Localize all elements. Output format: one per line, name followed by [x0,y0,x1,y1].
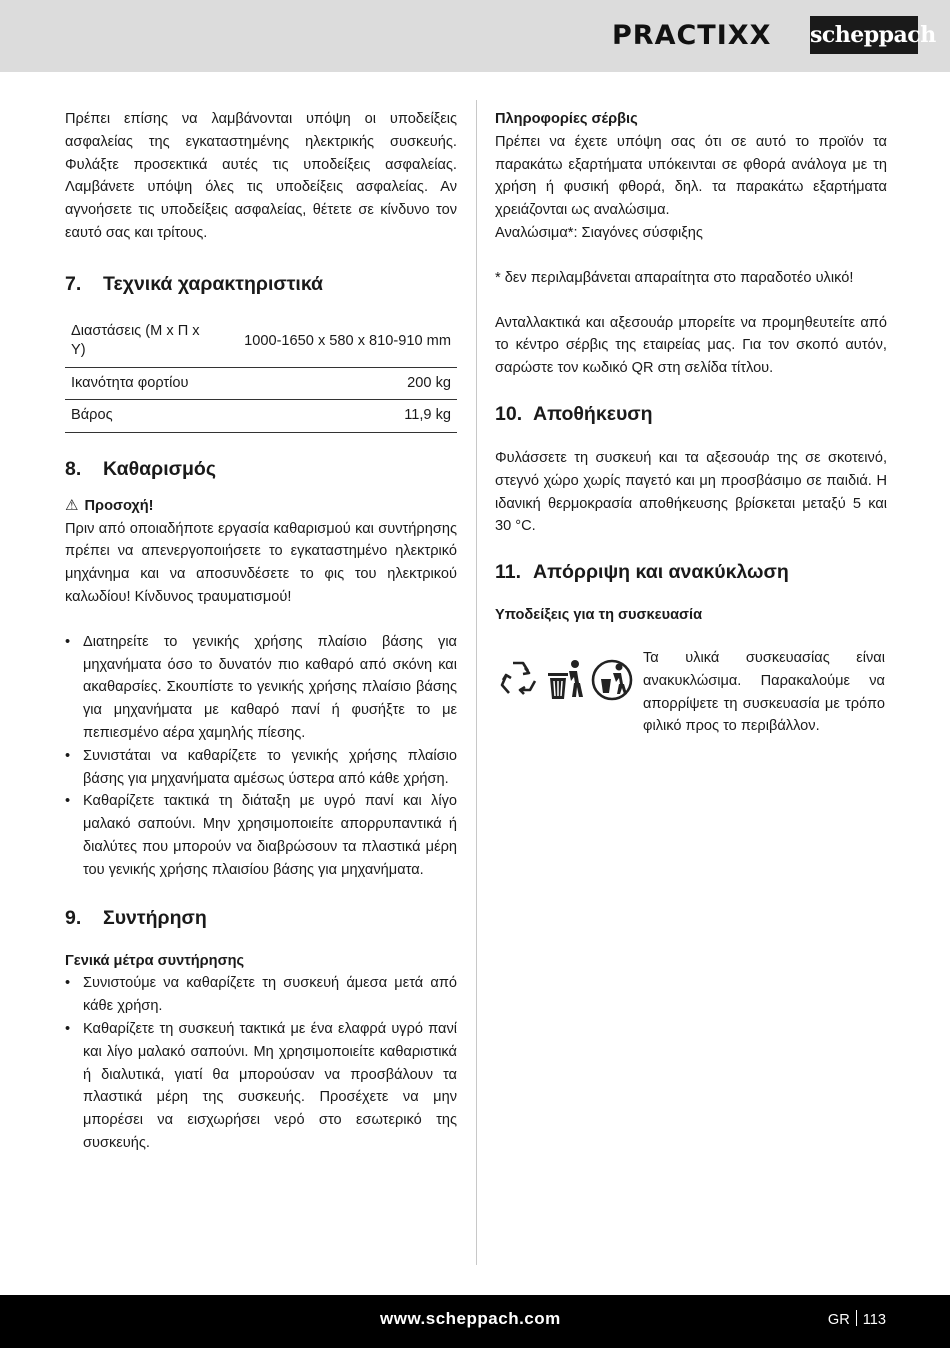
maintenance-list [65,972,457,1154]
maintenance-subheading: Γενικά μέτρα συντήρησης [65,952,245,969]
trash-bin-icon [545,657,585,703]
consumables-text: Αναλώσιμα*: Σιαγόνες σύσφιξης [495,224,703,241]
list-item: • Διατηρείτε το γενικής χρήσης πλαίσιο βάσης για μηχανήματα όσο το δυνατόν πιο καθαρό από σκόνη και ακαθαρσίες. Σκουπίστε το γενικής χρήσης πλαίσιο βάσης για μηχανήματα με καθαρό πανί ή φυσήξτε το με πεπιεσμένο αέρα χαμηλής πίεσης. [65,631,457,745]
packaging-text: Τα υλικά συσκευασίας είναι ανακυκλώσιμα. Παρακαλούμε να απορρίψετε τη συσκευασία με τρόπο φιλικό προς το περιβάλλον. [643,649,885,735]
section-title: Αποθήκευση [533,402,653,425]
section-9-heading [65,906,457,930]
packaging-subheading: Υποδείξεις για τη συσκευασία [495,607,703,624]
section-number: 8. [65,457,82,480]
spares-text: Ανταλλακτικά και αξεσουάρ μπορείτε να προμηθευτείτε από το κέντρο σέρβις της εταιρείας μας. Για τον σκοπό αυτόν, σαρώστε τον κωδικό QR στη σελίδα τίτλου. [495,314,887,377]
warning-heading [65,495,457,518]
section-7-heading [65,272,457,296]
warning-triangle-icon: ⚠ [65,496,79,514]
table-row [65,400,457,433]
spec-label: Ικανότητα φορτίου [71,374,189,391]
practixx-logo: PRACTIXX [612,20,772,51]
section-number: 9. [65,906,82,929]
section-number: 10. [495,402,523,425]
list-item: • Συνιστάται να καθαρίζετε το γενικής χρήσης πλαίσιο βάσης για μηχανήματα αμέσως ύστερα από κάθε χρήση. [65,745,457,791]
intro-paragraph: Πρέπει επίσης να λαμβάνονται υπόψη οι υποδείξεις ασφαλείας της εγκαταστημένης ηλεκτρικής συσκευής. Φυλάξτε προσεκτικά αυτές τις υποδείξεις ασφαλείας. Λαμβάνετε υπόψη όλες τις υποδείξεις ασφαλείας. Αν αγνοήσετε τις υποδείξεις ασφαλείας, θέτετε σε κίνδυνο τον εαυτό σας και τρίτους. [65,111,457,241]
list-item: • Καθαρίζετε τακτικά τη διάταξη με υγρό πανί και λίγο μαλακό σαπούνι. Μην χρησιμοποιείτε απορρυπαντικά ή διαλύτες που μπορούν να διαβρώσουν τα πλαστικά μέρη του γενικής χρήσης πλαισίου βάσης για μηχανήματα. [65,790,457,881]
storage-text: Φυλάσσετε τη συσκευή και τα αξεσουάρ της σε σκοτεινό, στεγνό χώρο χωρίς παγετό και μη προσβάσιμο σε παιδιά. Η ιδανική θερμοκρασία αποθήκευσης βρίσκεται μεταξύ 5 και 30 °C. [495,449,887,535]
page-footer [0,1295,950,1348]
table-row [65,316,457,368]
section-title: Απόρριψη και ανακύκλωση [533,561,789,584]
footnote-text: * δεν περιλαμβάνεται απαραίτητα στο παραδοτέο υλικό! [495,269,854,286]
packaging-block [495,647,887,738]
page-indicator [828,1310,886,1328]
list-item: • Καθαρίζετε τη συσκευή τακτικά με ένα ελαφρά υγρό πανί και λίγο μαλακό σαπούνι. Μη χρησιμοποιείτε καθαριστικά ή διαλυτικά, γιατί θα μπορούσαν να προσβάλουν τα πλαστικά μέρη της συσκευής. Προσέχετε να μην μπορέσει να εισχωρήσει νερό στο εσωτερικό της συσκευής. [65,1018,457,1155]
website-link[interactable]: www.scheppach.com [380,1309,561,1328]
section-11-heading [495,560,887,584]
service-subheading: Πληροφορίες σέρβις [495,111,638,127]
section-number: 7. [65,272,82,295]
spec-label: Βάρος [71,407,113,424]
right-column [495,108,887,738]
section-title: Καθαρισμός [103,457,216,480]
list-item: • Συνιστούμε να καθαρίζετε τη συσκευή άμεσα μετά από κάθε χρήση. [65,972,457,1018]
recycle-icon [495,657,541,703]
service-text: Πρέπει να έχετε υπόψη σας ότι σε αυτό το προϊόν τα παρακάτω εξαρτήματα υπόκεινται σε φθορά ανάλογα με τη χρήση ή φυσική φθορά, δηλ. τα παρακάτω εξαρτήματα χρειάζονται ως αναλώσιμα. [495,133,887,219]
section-title: Συντήρηση [103,906,207,929]
left-column [65,108,457,1155]
spec-table [65,316,457,433]
separator [856,1310,857,1326]
disposal-icons [495,657,637,703]
proper-disposal-icon [589,657,637,703]
page-header [0,0,950,72]
warning-text: Πριν από οποιαδήποτε εργασία καθαρισμού και συντήρησης πρέπει να απενεργοποιήσετε το εγκαταστημένο ηλεκτρικό μηχάνημα και να αποσυνδέσετε το φις του ηλεκτρικού καλωδίου! Κίνδυνος τραυματισμού! [65,520,457,605]
table-row [65,367,457,400]
section-8-heading [65,457,457,481]
section-10-heading [495,402,887,426]
warning-title: Προσοχή! [84,497,154,514]
spec-label: Διαστάσεις (Μ x Π x Υ) [71,322,200,359]
scheppach-logo: scheppach [810,16,918,54]
page-number: 113 [862,1312,886,1328]
cleaning-list [65,631,457,882]
column-divider [476,100,477,1265]
spec-value: 11,9 kg [404,407,451,424]
spec-value: 200 kg [407,374,451,391]
spec-value: 1000-1650 x 580 x 810-910 mm [244,332,451,349]
language-code: GR [827,1312,850,1328]
section-title: Τεχνικά χαρακτηριστικά [103,272,324,295]
section-number: 11. [495,561,522,584]
